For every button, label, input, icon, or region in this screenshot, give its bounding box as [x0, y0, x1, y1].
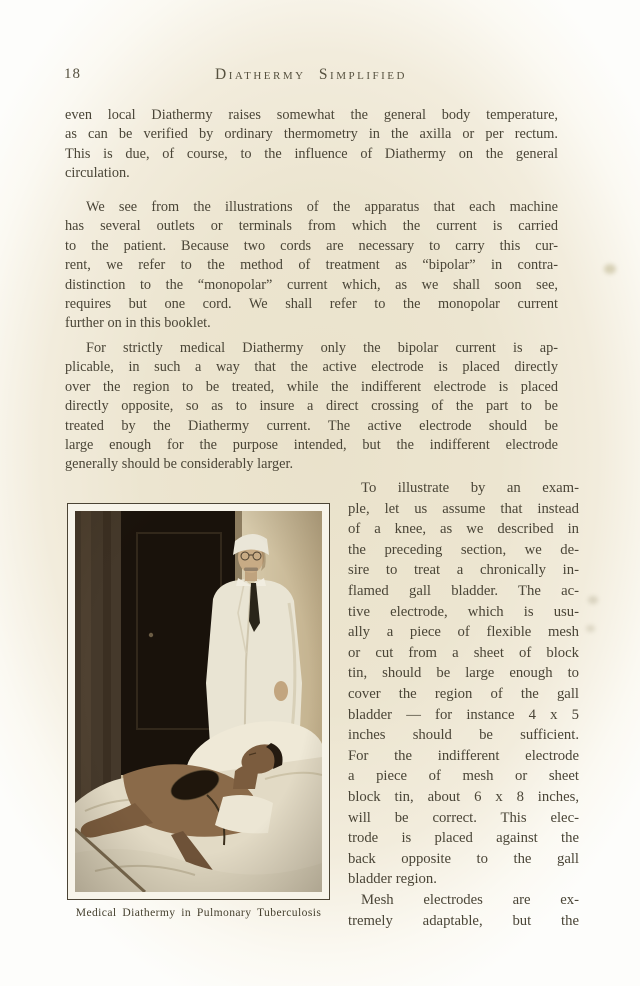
text-line: tive electrode, which is usu- [348, 603, 579, 620]
text-line: circulation. [65, 165, 130, 182]
text-line: plicable, in such a way that the active electrode is placed directly [65, 359, 558, 376]
text-line: block tin, about 6 x 8 inches, [348, 788, 579, 805]
paragraph-2 [65, 198, 558, 334]
text-line: For the indifferent electrode [348, 747, 579, 764]
figure-photo [75, 511, 322, 892]
text-line: rent, we refer to the method of treatment as “bipolar” in contra- [65, 257, 558, 274]
text-line: Mesh electrodes are ex- [361, 892, 579, 908]
page-number: 18 [64, 66, 81, 82]
paragraph-3 [65, 339, 558, 475]
text-line: inches should be sufficient. [348, 727, 579, 744]
text-line: large enough for the purpose intended, but the indifferent electrode [65, 437, 558, 454]
text-line: treated by the Diathermy current. The active electrode should be [65, 417, 558, 434]
text-line: For strictly medical Diathermy only the bipolar current is ap- [86, 340, 558, 356]
text-line: the preceding section, we de- [348, 541, 579, 558]
text-line: bladder region. [348, 871, 437, 888]
scan-smudge [588, 596, 598, 604]
scan-smudge [604, 264, 616, 274]
text-line: bladder — for instance 4 x 5 [348, 706, 579, 723]
text-line: directly opposite, so as to insure a direct crossing of the part to be [65, 398, 558, 415]
text-line: a piece of mesh or sheet [348, 768, 579, 785]
text-line: distinction to the “monopolar” current which, as we shall soon see, [65, 276, 558, 293]
text-line: will be correct. This elec- [348, 809, 579, 826]
paragraph-4 [348, 478, 579, 890]
text-line: to the patient. Because two cords are necessary to carry this cur- [65, 237, 558, 254]
photo-vignette [75, 511, 322, 892]
running-title: Diathermy Simplified [215, 66, 407, 83]
text-line: or cut from a sheet of block [348, 644, 579, 661]
text-line: back opposite to the gall [348, 850, 579, 867]
paragraph-1 [65, 106, 558, 184]
scan-smudge [586, 625, 595, 632]
text-line: To illustrate by an exam- [361, 480, 579, 496]
text-line: of a knee, as we described in [348, 521, 579, 538]
text-line: This is due, of course, to the influence of Diathermy on the general [65, 145, 558, 162]
text-line: as can be verified by ordinary thermometry in the axilla or per rectum. [65, 126, 558, 143]
text-line: sire to treat a chronically in- [348, 562, 579, 579]
text-line: tin, should be large enough to [348, 665, 579, 682]
text-line: further on in this booklet. [65, 315, 211, 332]
text-line: flamed gall bladder. The ac- [348, 582, 579, 599]
text-line: has several outlets or terminals from which the current is carried [65, 218, 558, 235]
text-line: ple, let us assume that instead [348, 500, 579, 517]
text-line: generally should be considerably larger. [65, 456, 294, 473]
text-line: over the region to be treated, while the indifferent electrode is placed [65, 378, 558, 395]
figure-caption: Medical Diathermy in Pulmonary Tuberculosis [75, 906, 322, 919]
paragraph-5 [348, 890, 579, 931]
text-line: trode is placed against the [348, 830, 579, 847]
figure-photo-frame [67, 503, 330, 900]
text-line: even local Diathermy raises somewhat the general body temperature, [65, 107, 558, 123]
text-line: ally a piece of flexible mesh [348, 624, 579, 641]
text-line: We see from the illustrations of the apparatus that each machine [86, 199, 558, 215]
text-line: tremely adaptable, but the [348, 912, 579, 929]
text-line: requires but one cord. We shall refer to the monopolar current [65, 296, 558, 313]
text-line: cover the region of the gall [348, 685, 579, 702]
